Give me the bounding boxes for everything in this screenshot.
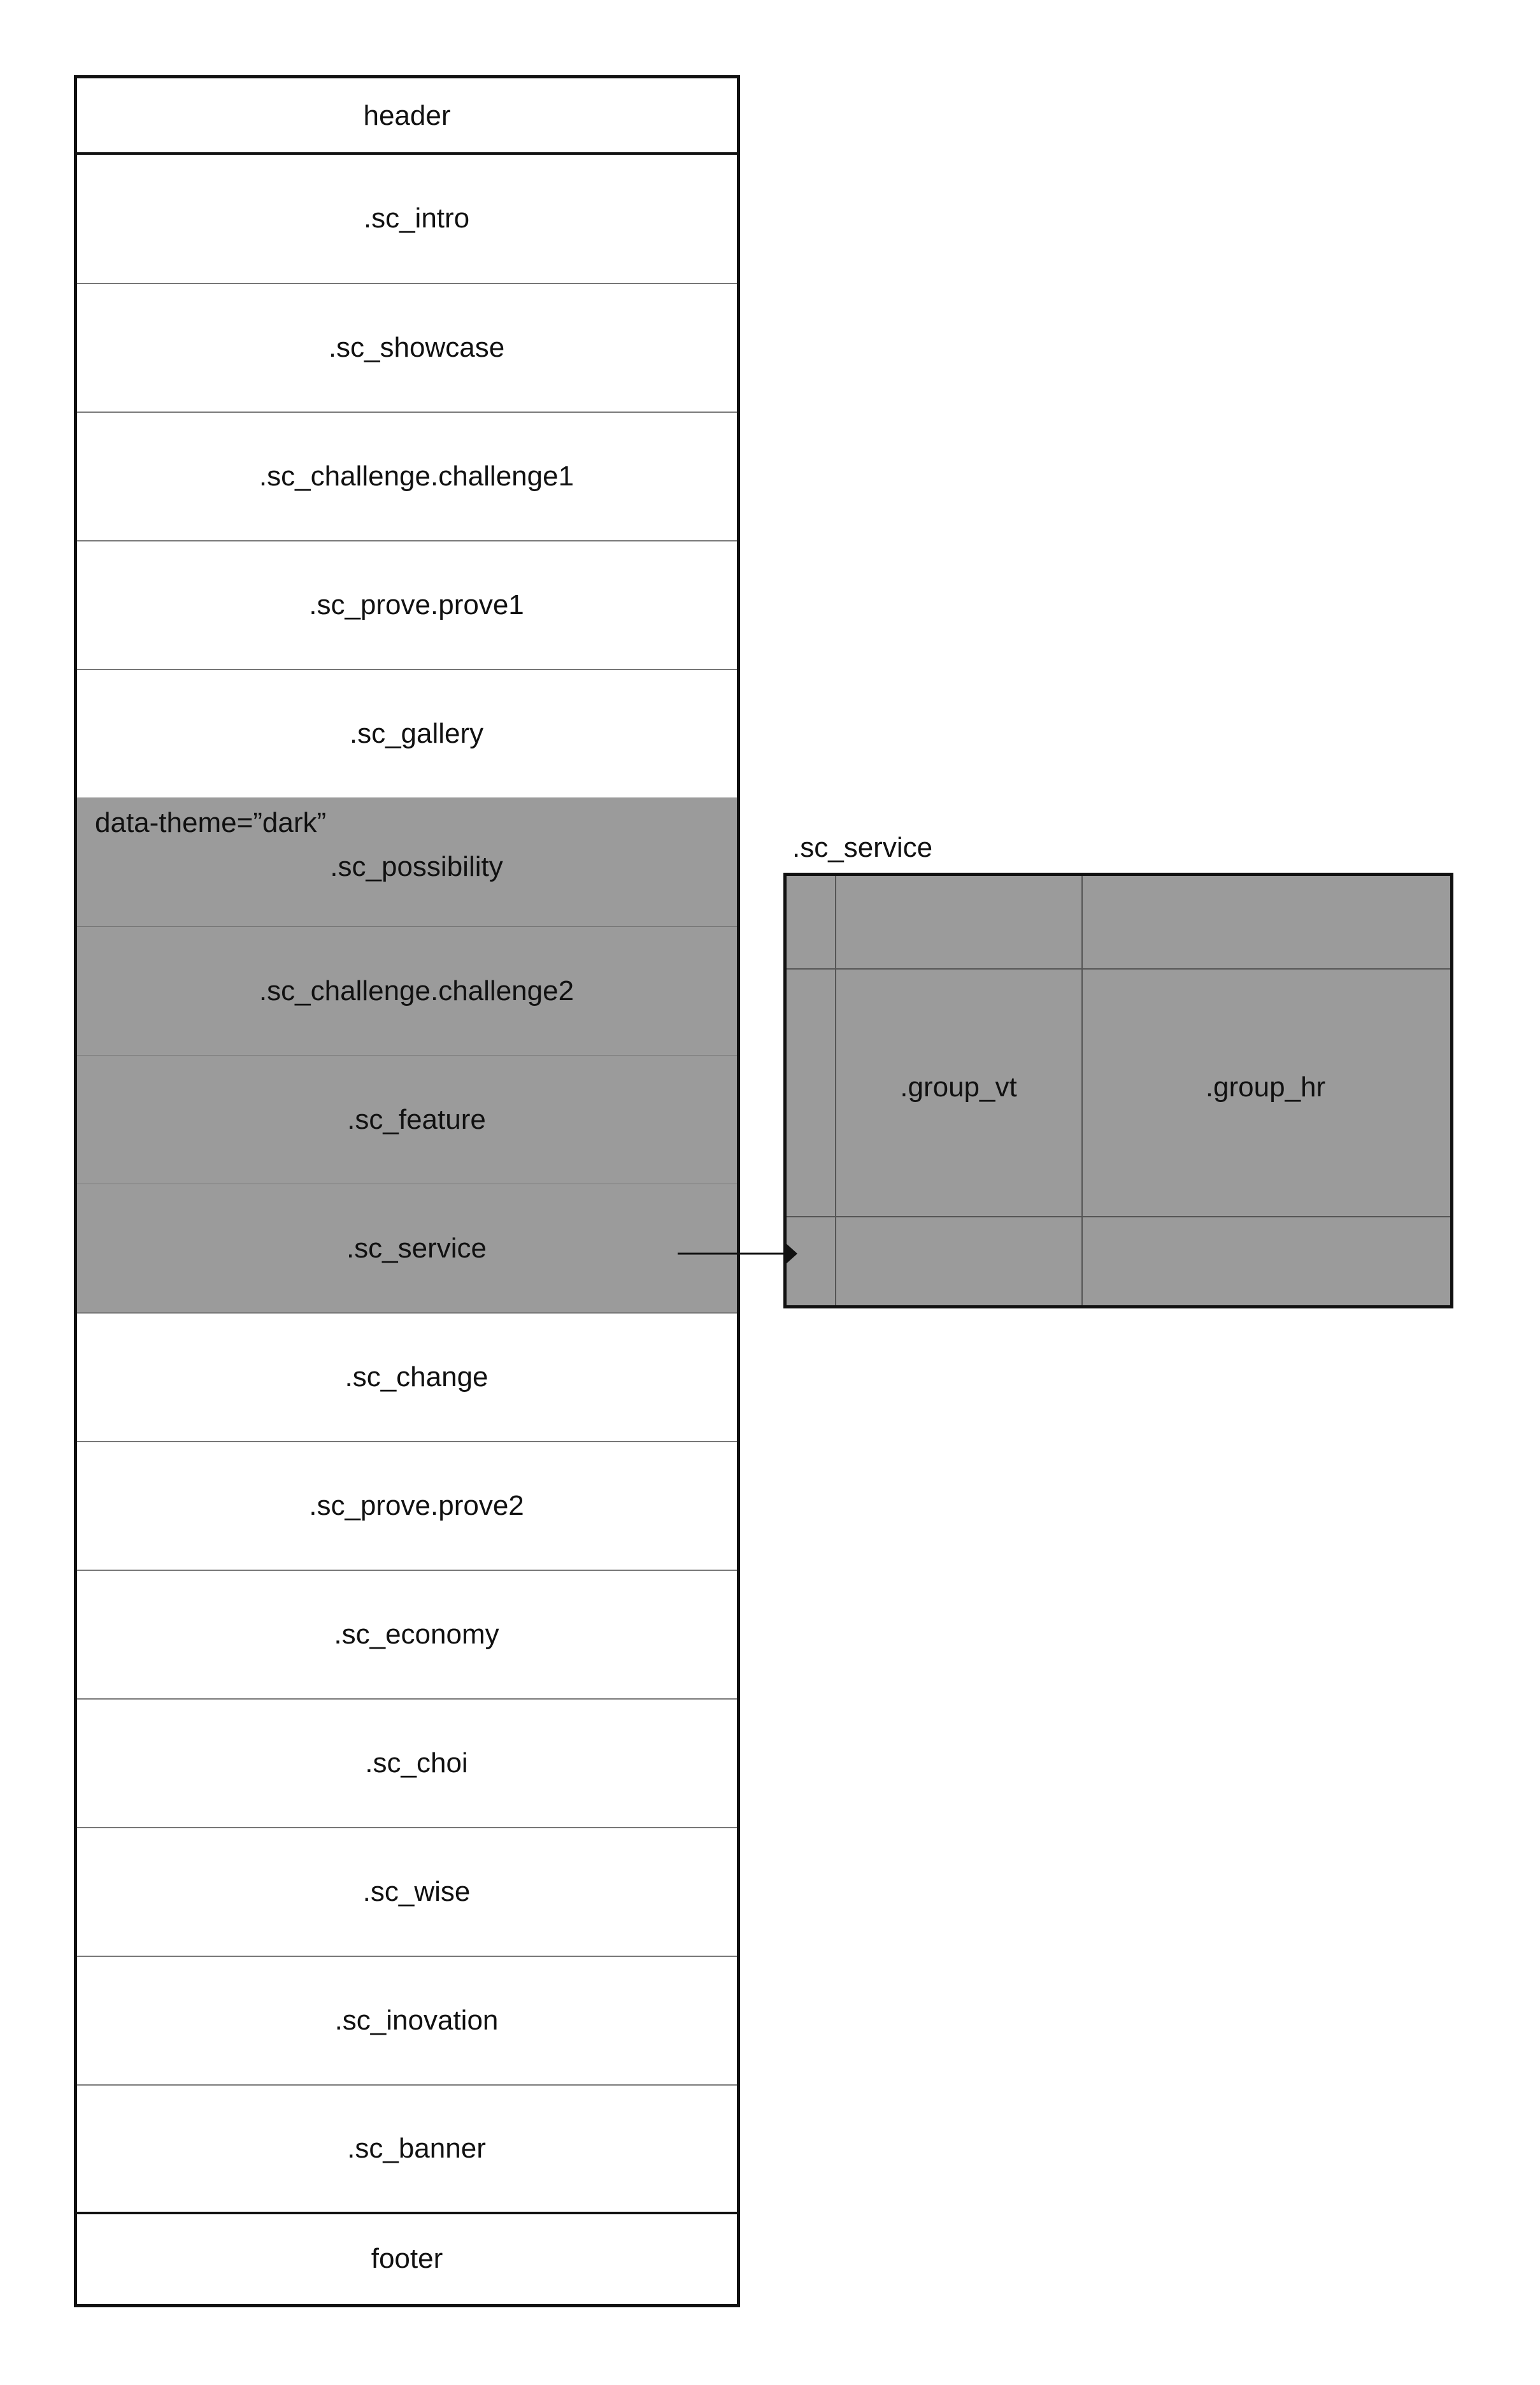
section-sc-prove-2	[77, 1442, 737, 1570]
section-sc-gallery	[77, 670, 737, 798]
grid-line-vertical	[1081, 876, 1083, 1305]
section-label: .sc_banner	[347, 2133, 486, 2164]
grid-line-horizontal	[787, 1216, 1450, 1217]
section-label: header	[363, 100, 451, 131]
page-section-stack	[74, 75, 740, 2307]
section-sc-service	[77, 1184, 737, 1313]
section-sc-challenge-1	[77, 412, 737, 541]
group-vt-label: .group_vt	[900, 1071, 1017, 1103]
section-label: .sc_intro	[363, 203, 470, 234]
section-label: .sc_possibility	[330, 851, 503, 882]
section-footer	[77, 2214, 737, 2304]
section-sc-inovation	[77, 1956, 737, 2085]
section-label: .sc_prove.prove1	[309, 589, 524, 620]
section-sc-economy	[77, 1570, 737, 1699]
dark-theme-annotation: data-theme=”dark”	[95, 807, 327, 838]
section-label: .sc_economy	[334, 1619, 499, 1650]
section-header	[77, 78, 737, 154]
grid-line-vertical	[835, 876, 836, 1305]
section-sc-feature	[77, 1056, 737, 1184]
section-sc-prove-1	[77, 541, 737, 670]
section-label: .sc_inovation	[334, 2005, 499, 2036]
section-sc-possibility	[77, 798, 737, 927]
section-sc-challenge-2	[77, 927, 737, 1056]
service-detail-title: .sc_service	[792, 832, 933, 863]
section-sc-wise	[77, 1828, 737, 1956]
section-label: .sc_wise	[362, 1876, 471, 1907]
service-detail-panel	[783, 873, 1453, 1308]
section-label: footer	[371, 2243, 443, 2274]
section-label: .sc_gallery	[349, 718, 484, 749]
section-label: .sc_challenge.challenge2	[259, 975, 574, 1006]
section-label: .sc_change	[345, 1361, 488, 1393]
section-label: .sc_feature	[347, 1104, 486, 1135]
section-sc-banner	[77, 2085, 737, 2212]
section-sc-change	[77, 1313, 737, 1442]
section-sc-choi	[77, 1699, 737, 1828]
section-sc-showcase	[77, 283, 737, 412]
section-label: .sc_service	[346, 1233, 487, 1264]
grid-line-horizontal	[787, 968, 1450, 970]
section-label: .sc_showcase	[328, 332, 505, 363]
section-label: .sc_prove.prove2	[309, 1490, 524, 1521]
section-label: .sc_challenge.challenge1	[259, 461, 574, 492]
section-label: .sc_choi	[365, 1747, 468, 1779]
group-hr-label: .group_hr	[1205, 1071, 1326, 1103]
section-sc-intro	[77, 154, 737, 283]
